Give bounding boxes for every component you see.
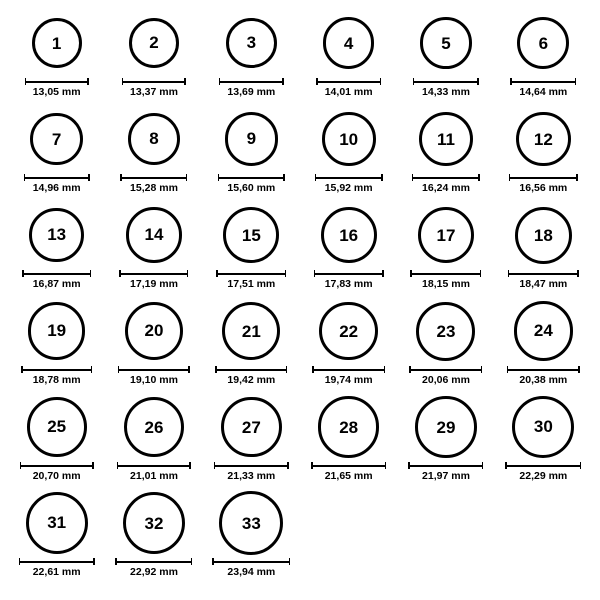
- measure-line-icon: [505, 465, 581, 467]
- measure-line-icon: [25, 81, 89, 83]
- ring-circle-wrap: [415, 394, 477, 460]
- ring-measure: [312, 366, 385, 387]
- ring-measure: [409, 366, 482, 387]
- ring-size-cell: [300, 10, 397, 106]
- ring-circle-wrap: [515, 202, 572, 268]
- ring-circle-wrap: [514, 298, 573, 364]
- ring-circle-wrap: [321, 202, 377, 268]
- measure-line-icon: [316, 81, 381, 83]
- ring-circle-wrap: [29, 202, 84, 268]
- ring-measure: [214, 462, 289, 483]
- ring-diameter-label: 13,37 mm: [130, 86, 178, 98]
- ring-circle: [419, 112, 473, 166]
- measure-line-icon: [413, 81, 479, 83]
- ring-diameter-label: 22,61 mm: [32, 566, 81, 578]
- measure-line-icon: [507, 369, 580, 371]
- ring-circle-wrap: [28, 298, 85, 364]
- measure-bar-icon: [24, 174, 90, 181]
- ring-measure: [509, 174, 578, 195]
- ring-measure: [508, 270, 579, 291]
- ring-circle-wrap: [318, 394, 379, 460]
- ring-measure: [25, 78, 89, 99]
- ring-diameter-label: 23,94 mm: [227, 566, 276, 578]
- ring-measure: [505, 462, 581, 483]
- measure-bar-icon: [25, 78, 89, 85]
- measure-line-icon: [24, 177, 90, 179]
- ring-circle: [512, 396, 574, 458]
- measure-bar-icon: [119, 270, 188, 277]
- measure-bar-icon: [508, 270, 579, 277]
- ring-diameter-label: 14,33 mm: [422, 86, 470, 98]
- measure-bar-icon: [21, 366, 92, 373]
- ring-measure: [19, 558, 95, 579]
- ring-size-cell: [8, 106, 105, 202]
- measure-line-icon: [119, 273, 188, 275]
- measure-bar-icon: [117, 462, 191, 469]
- ring-size-number: 3: [246, 33, 257, 53]
- ring-circle: [517, 17, 569, 69]
- ring-diameter-label: 17,51 mm: [227, 278, 276, 290]
- ring-circle: [415, 396, 477, 458]
- ring-size-number: 16: [339, 225, 359, 245]
- ring-circle-wrap: [322, 106, 376, 172]
- measure-bar-icon: [312, 366, 385, 373]
- ring-measure: [122, 78, 186, 99]
- ring-circle: [28, 302, 85, 359]
- ring-size-number: 10: [339, 129, 359, 149]
- ring-measure: [216, 270, 286, 291]
- measure-bar-icon: [510, 78, 576, 85]
- ring-circle-wrap: [126, 202, 181, 268]
- ring-circle-wrap: [418, 202, 475, 268]
- ring-circle: [323, 17, 374, 68]
- ring-size-number: 29: [436, 417, 456, 437]
- ring-diameter-label: 22,29 mm: [519, 470, 568, 482]
- ring-size-number: 22: [339, 321, 359, 341]
- measure-bar-icon: [315, 174, 383, 181]
- ring-size-cell: [8, 490, 105, 586]
- ring-circle-wrap: [419, 106, 473, 172]
- ring-circle-wrap: [26, 490, 88, 556]
- measure-line-icon: [120, 177, 187, 179]
- ring-size-number: 32: [144, 513, 164, 533]
- ring-size-number: 23: [436, 321, 456, 341]
- ring-circle-wrap: [225, 106, 278, 172]
- measure-line-icon: [216, 273, 286, 275]
- ring-circle-wrap: [517, 10, 569, 76]
- ring-size-cell: [105, 202, 202, 298]
- ring-circle-wrap: [128, 106, 181, 172]
- ring-circle-wrap: [221, 394, 282, 460]
- ring-circle-wrap: [223, 202, 279, 268]
- ring-size-number: 4: [343, 33, 354, 53]
- measure-line-icon: [122, 81, 186, 83]
- measure-bar-icon: [505, 462, 581, 469]
- ring-size-cell: [300, 394, 397, 490]
- ring-measure: [507, 366, 580, 387]
- measure-bar-icon: [214, 462, 289, 469]
- ring-size-cell: [203, 394, 300, 490]
- measure-bar-icon: [216, 270, 286, 277]
- ring-diameter-label: 21,65 mm: [324, 470, 373, 482]
- measure-bar-icon: [509, 174, 578, 181]
- ring-size-number: 30: [533, 417, 553, 437]
- measure-bar-icon: [212, 558, 290, 565]
- ring-circle: [125, 302, 183, 360]
- ring-measure: [212, 558, 290, 579]
- ring-size-cell: [105, 298, 202, 394]
- ring-circle: [27, 397, 87, 457]
- measure-bar-icon: [122, 78, 186, 85]
- ring-size-cell: [495, 394, 592, 490]
- ring-circle-wrap: [30, 106, 83, 172]
- ring-size-number: 7: [51, 129, 62, 149]
- ring-circle: [222, 302, 280, 360]
- ring-size-number: 25: [47, 417, 67, 437]
- ring-circle-wrap: [129, 10, 179, 76]
- ring-diameter-label: 18,15 mm: [422, 278, 470, 290]
- ring-circle-wrap: [222, 298, 280, 364]
- ring-circle: [221, 397, 282, 458]
- ring-size-number: 33: [241, 513, 261, 533]
- ring-size-cell: [300, 202, 397, 298]
- measure-bar-icon: [115, 558, 192, 565]
- ring-size-cell: [397, 202, 494, 298]
- ring-circle: [123, 492, 186, 555]
- ring-circle: [219, 491, 283, 555]
- measure-line-icon: [412, 177, 480, 179]
- ring-size-number: 9: [246, 129, 257, 149]
- ring-measure: [316, 78, 381, 99]
- ring-diameter-label: 21,97 mm: [422, 470, 470, 482]
- ring-size-cell: [203, 202, 300, 298]
- ring-measure: [315, 174, 383, 195]
- measure-line-icon: [409, 369, 482, 371]
- ring-circle-wrap: [416, 298, 475, 364]
- ring-size-number: 1: [51, 33, 62, 53]
- measure-bar-icon: [219, 78, 284, 85]
- ring-diameter-label: 19,10 mm: [130, 374, 178, 386]
- ring-measure: [408, 462, 483, 483]
- measure-bar-icon: [215, 366, 287, 373]
- measure-line-icon: [21, 369, 92, 371]
- ring-diameter-label: 19,74 mm: [324, 374, 373, 386]
- ring-size-cell: [105, 10, 202, 106]
- ring-diameter-label: 14,96 mm: [32, 182, 81, 194]
- ring-measure: [22, 270, 91, 291]
- ring-size-cell: [8, 202, 105, 298]
- ring-size-number: 14: [144, 225, 164, 245]
- ring-circle: [30, 113, 83, 166]
- ring-size-cell: [495, 298, 592, 394]
- ring-size-number: 26: [144, 417, 164, 437]
- measure-line-icon: [510, 81, 576, 83]
- ring-size-cell: [397, 106, 494, 202]
- measure-line-icon: [315, 177, 383, 179]
- ring-circle: [319, 302, 378, 361]
- ring-measure: [21, 366, 92, 387]
- measure-line-icon: [215, 369, 287, 371]
- measure-line-icon: [118, 369, 190, 371]
- ring-circle-wrap: [32, 10, 82, 76]
- ring-circle-wrap: [420, 10, 472, 76]
- ring-grid: [8, 10, 592, 586]
- ring-circle-wrap: [516, 106, 571, 172]
- ring-size-cell: [105, 490, 202, 586]
- measure-line-icon: [410, 273, 481, 275]
- ring-diameter-label: 17,19 mm: [130, 278, 178, 290]
- ring-circle: [515, 207, 572, 264]
- ring-size-number: 2: [149, 33, 159, 53]
- ring-circle: [26, 492, 88, 554]
- ring-diameter-label: 16,56 mm: [519, 182, 568, 194]
- measure-line-icon: [314, 273, 384, 275]
- ring-circle-wrap: [124, 394, 184, 460]
- ring-size-number: 28: [339, 417, 359, 437]
- ring-measure: [314, 270, 384, 291]
- measure-bar-icon: [410, 270, 481, 277]
- ring-measure: [24, 174, 90, 195]
- ring-circle: [514, 301, 573, 360]
- ring-circle: [322, 112, 376, 166]
- ring-diameter-label: 15,60 mm: [227, 182, 276, 194]
- ring-measure: [412, 174, 480, 195]
- ring-circle-wrap: [226, 10, 277, 76]
- ring-size-cell: [203, 106, 300, 202]
- ring-diameter-label: 16,87 mm: [32, 278, 81, 290]
- ring-diameter-label: 13,05 mm: [32, 86, 81, 98]
- ring-diameter-label: 20,38 mm: [519, 374, 568, 386]
- ring-circle: [223, 207, 279, 263]
- ring-diameter-label: 13,69 mm: [227, 86, 276, 98]
- measure-line-icon: [312, 369, 385, 371]
- measure-bar-icon: [118, 366, 190, 373]
- ring-size-cell: [300, 106, 397, 202]
- ring-circle-wrap: [219, 490, 283, 556]
- measure-bar-icon: [316, 78, 381, 85]
- ring-size-number: 24: [533, 321, 553, 341]
- ring-circle: [321, 207, 377, 263]
- ring-diameter-label: 15,92 mm: [324, 182, 373, 194]
- ring-size-number: 11: [436, 129, 455, 149]
- ring-size-cell: [397, 298, 494, 394]
- measure-line-icon: [20, 465, 94, 467]
- measure-bar-icon: [408, 462, 483, 469]
- ring-circle: [418, 207, 475, 264]
- measure-bar-icon: [120, 174, 187, 181]
- ring-diameter-label: 22,92 mm: [130, 566, 178, 578]
- ring-size-cell: [203, 490, 300, 586]
- ring-diameter-label: 18,47 mm: [519, 278, 568, 290]
- ring-measure: [510, 78, 576, 99]
- ring-diameter-label: 15,28 mm: [130, 182, 178, 194]
- ring-measure: [117, 462, 191, 483]
- ring-size-cell: [495, 202, 592, 298]
- ring-size-number: 19: [47, 321, 67, 341]
- measure-bar-icon: [218, 174, 285, 181]
- measure-bar-icon: [409, 366, 482, 373]
- ring-measure: [115, 558, 192, 579]
- ring-circle: [516, 112, 571, 167]
- measure-bar-icon: [20, 462, 94, 469]
- ring-circle: [226, 18, 277, 69]
- ring-circle-wrap: [123, 490, 186, 556]
- ring-diameter-label: 21,01 mm: [130, 470, 178, 482]
- ring-size-number: 27: [241, 417, 261, 437]
- ring-measure: [311, 462, 386, 483]
- ring-diameter-label: 17,83 mm: [324, 278, 373, 290]
- ring-size-cell: [300, 298, 397, 394]
- ring-circle: [225, 112, 278, 165]
- ring-circle: [124, 397, 184, 457]
- ring-circle: [420, 17, 472, 69]
- ring-diameter-label: 14,01 mm: [324, 86, 373, 98]
- ring-size-number: 8: [149, 129, 159, 149]
- ring-size-cell: [495, 10, 592, 106]
- ring-size-number: 13: [47, 225, 67, 245]
- ring-size-cell: [8, 10, 105, 106]
- ring-size-cell: [105, 106, 202, 202]
- measure-line-icon: [219, 81, 284, 83]
- ring-diameter-label: 19,42 mm: [227, 374, 276, 386]
- measure-line-icon: [117, 465, 191, 467]
- ring-measure: [413, 78, 479, 99]
- measure-line-icon: [212, 561, 290, 563]
- ring-size-cell: [397, 10, 494, 106]
- measure-bar-icon: [22, 270, 91, 277]
- ring-size-cell: [397, 394, 494, 490]
- measure-line-icon: [115, 561, 192, 563]
- ring-size-cell: [8, 298, 105, 394]
- ring-diameter-label: 20,06 mm: [422, 374, 470, 386]
- ring-size-number: 6: [538, 33, 549, 53]
- ring-measure: [20, 462, 94, 483]
- ring-diameter-label: 14,64 mm: [519, 86, 568, 98]
- ring-circle: [32, 18, 82, 68]
- measure-line-icon: [311, 465, 386, 467]
- ring-circle-wrap: [125, 298, 183, 364]
- ring-circle-wrap: [27, 394, 87, 460]
- ring-size-number: 21: [241, 321, 261, 341]
- measure-bar-icon: [412, 174, 480, 181]
- ring-circle: [318, 396, 379, 457]
- measure-line-icon: [509, 177, 578, 179]
- ring-size-number: 17: [436, 225, 456, 245]
- measure-line-icon: [408, 465, 483, 467]
- measure-bar-icon: [19, 558, 95, 565]
- measure-bar-icon: [314, 270, 384, 277]
- ring-diameter-label: 21,33 mm: [227, 470, 276, 482]
- ring-circle: [129, 18, 179, 68]
- measure-line-icon: [19, 561, 95, 563]
- ring-circle: [126, 207, 181, 262]
- ring-size-number: 18: [533, 225, 553, 245]
- ring-size-number: 15: [241, 225, 261, 245]
- ring-size-cell: [8, 394, 105, 490]
- ring-size-number: 5: [441, 33, 451, 53]
- ring-circle: [29, 208, 84, 263]
- ring-measure: [120, 174, 187, 195]
- ring-circle-wrap: [319, 298, 378, 364]
- ring-size-cell: [203, 298, 300, 394]
- measure-line-icon: [508, 273, 579, 275]
- ring-size-number: 12: [533, 129, 553, 149]
- ring-circle-wrap: [323, 10, 374, 76]
- ring-measure: [215, 366, 287, 387]
- ring-size-cell: [105, 394, 202, 490]
- measure-line-icon: [214, 465, 289, 467]
- ring-measure: [118, 366, 190, 387]
- ring-circle: [416, 302, 475, 361]
- ring-measure: [218, 174, 285, 195]
- ring-circle-wrap: [512, 394, 574, 460]
- measure-bar-icon: [413, 78, 479, 85]
- ring-size-cell: [203, 10, 300, 106]
- measure-bar-icon: [311, 462, 386, 469]
- ring-size-number: 20: [144, 321, 164, 341]
- ring-size-cell: [495, 106, 592, 202]
- measure-line-icon: [22, 273, 91, 275]
- ring-measure: [219, 78, 284, 99]
- measure-line-icon: [218, 177, 285, 179]
- ring-measure: [410, 270, 481, 291]
- ring-measure: [119, 270, 188, 291]
- ring-diameter-label: 16,24 mm: [422, 182, 470, 194]
- measure-bar-icon: [507, 366, 580, 373]
- ring-diameter-label: 18,78 mm: [32, 374, 81, 386]
- ring-circle: [128, 113, 181, 166]
- ring-diameter-label: 20,70 mm: [32, 470, 81, 482]
- ring-size-number: 31: [47, 513, 67, 533]
